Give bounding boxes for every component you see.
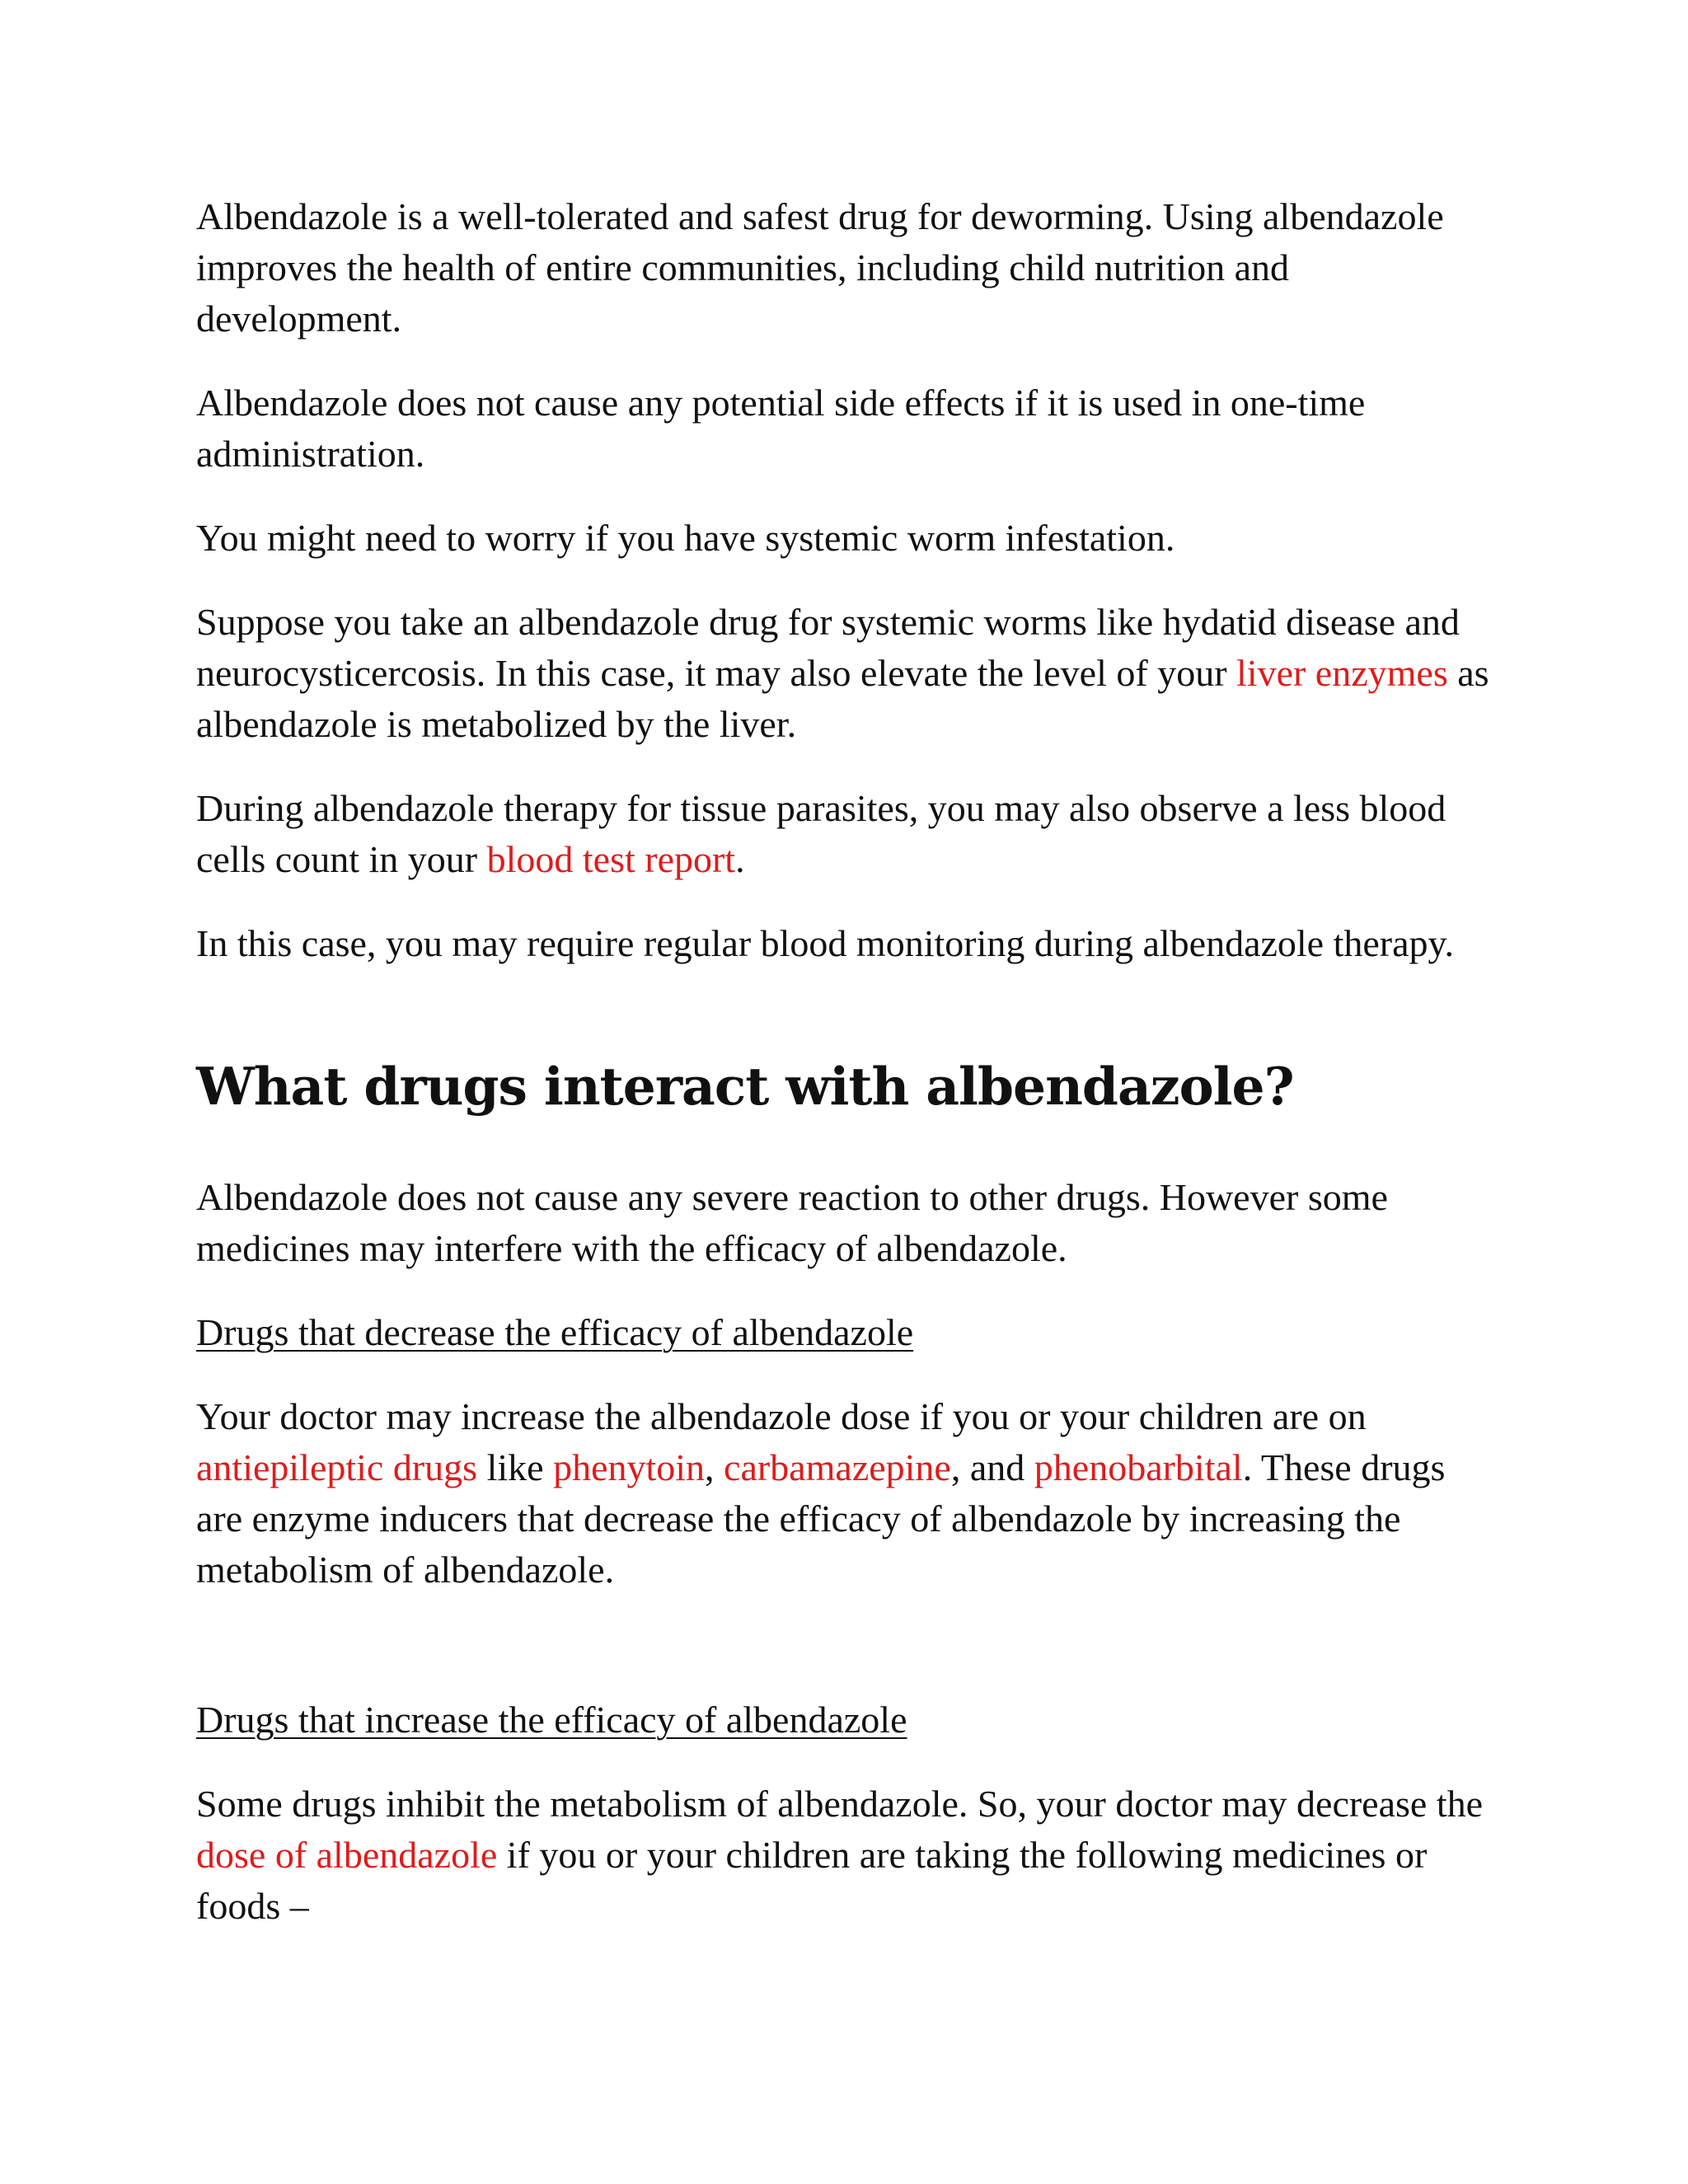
paragraph-blood-test — [196, 783, 1498, 885]
paragraph-text: like — [477, 1446, 554, 1488]
section-heading: What drugs interact with albendazole? — [196, 1056, 1294, 1117]
paragraph-interactions-intro: Albendazole does not cause any severe reaction to other drugs. However some medicines may interfere with the efficacy of albendazole. — [196, 1176, 1388, 1269]
paragraph-text: if you or your children are taking the following medicines or foods – — [196, 1834, 1428, 1927]
paragraph-text: . These drugs are enzyme inducers that decrease the efficacy of albendazole by increasing the metabolism of albendazole. — [196, 1446, 1446, 1591]
antiepileptic-drugs-link[interactable]: antiepileptic drugs — [196, 1446, 478, 1488]
paragraph-liver-enzymes — [196, 597, 1498, 750]
paragraph-side-effects: Albendazole does not cause any potential side effects if it is used in one-time administration. — [196, 382, 1366, 475]
paragraph-systemic-worry: You might need to worry if you have systemic worm infestation. — [196, 517, 1175, 559]
paragraph-text: , and — [950, 1446, 1034, 1488]
paragraph-text: as albendazole is metabolized by the liver. — [196, 652, 1489, 745]
paragraph-text: Suppose you take an albendazole drug for systemic worms like hydatid disease and neurocysticercosis. In this case, it may also elevate the level of your — [196, 601, 1460, 694]
paragraph-text: , — [705, 1446, 724, 1488]
paragraph-blood-monitoring: In this case, you may require regular blood monitoring during albendazole therapy. — [196, 922, 1455, 964]
paragraph-albendazole-safety: Albendazole is a well-tolerated and safest drug for deworming. Using albendazole improves the health of entire communities, including child nutrition and development. — [196, 195, 1444, 340]
paragraph-text: Your doctor may increase the albendazole dose if you or your children are on — [196, 1395, 1367, 1437]
subheading-text: Drugs that decrease the efficacy of albendazole — [196, 1311, 914, 1353]
carbamazepine-link[interactable]: carbamazepine — [724, 1446, 951, 1488]
paragraph-text: During albendazole therapy for tissue parasites, you may also observe a less blood cells count in your — [196, 787, 1447, 880]
paragraph-enzyme-inducers — [196, 1391, 1498, 1596]
paragraph-text: . — [735, 838, 745, 880]
paragraph-enzyme-inhibitors — [196, 1779, 1498, 1932]
blood-test-report-link[interactable]: blood test report — [486, 838, 736, 880]
dose-of-albendazole-link[interactable]: dose of albendazole — [196, 1834, 498, 1876]
subheading-text: Drugs that increase the efficacy of albendazole — [196, 1699, 907, 1741]
subheading-decrease-efficacy — [196, 1307, 1498, 1358]
subheading-increase-efficacy — [196, 1694, 1498, 1746]
phenytoin-link[interactable]: phenytoin — [553, 1446, 706, 1488]
phenobarbital-link[interactable]: phenobarbital — [1034, 1446, 1243, 1488]
paragraph-text: Some drugs inhibit the metabolism of albendazole. So, your doctor may decrease the — [196, 1783, 1484, 1825]
article-body — [196, 191, 1498, 1965]
liver-enzymes-link[interactable]: liver enzymes — [1236, 652, 1448, 694]
